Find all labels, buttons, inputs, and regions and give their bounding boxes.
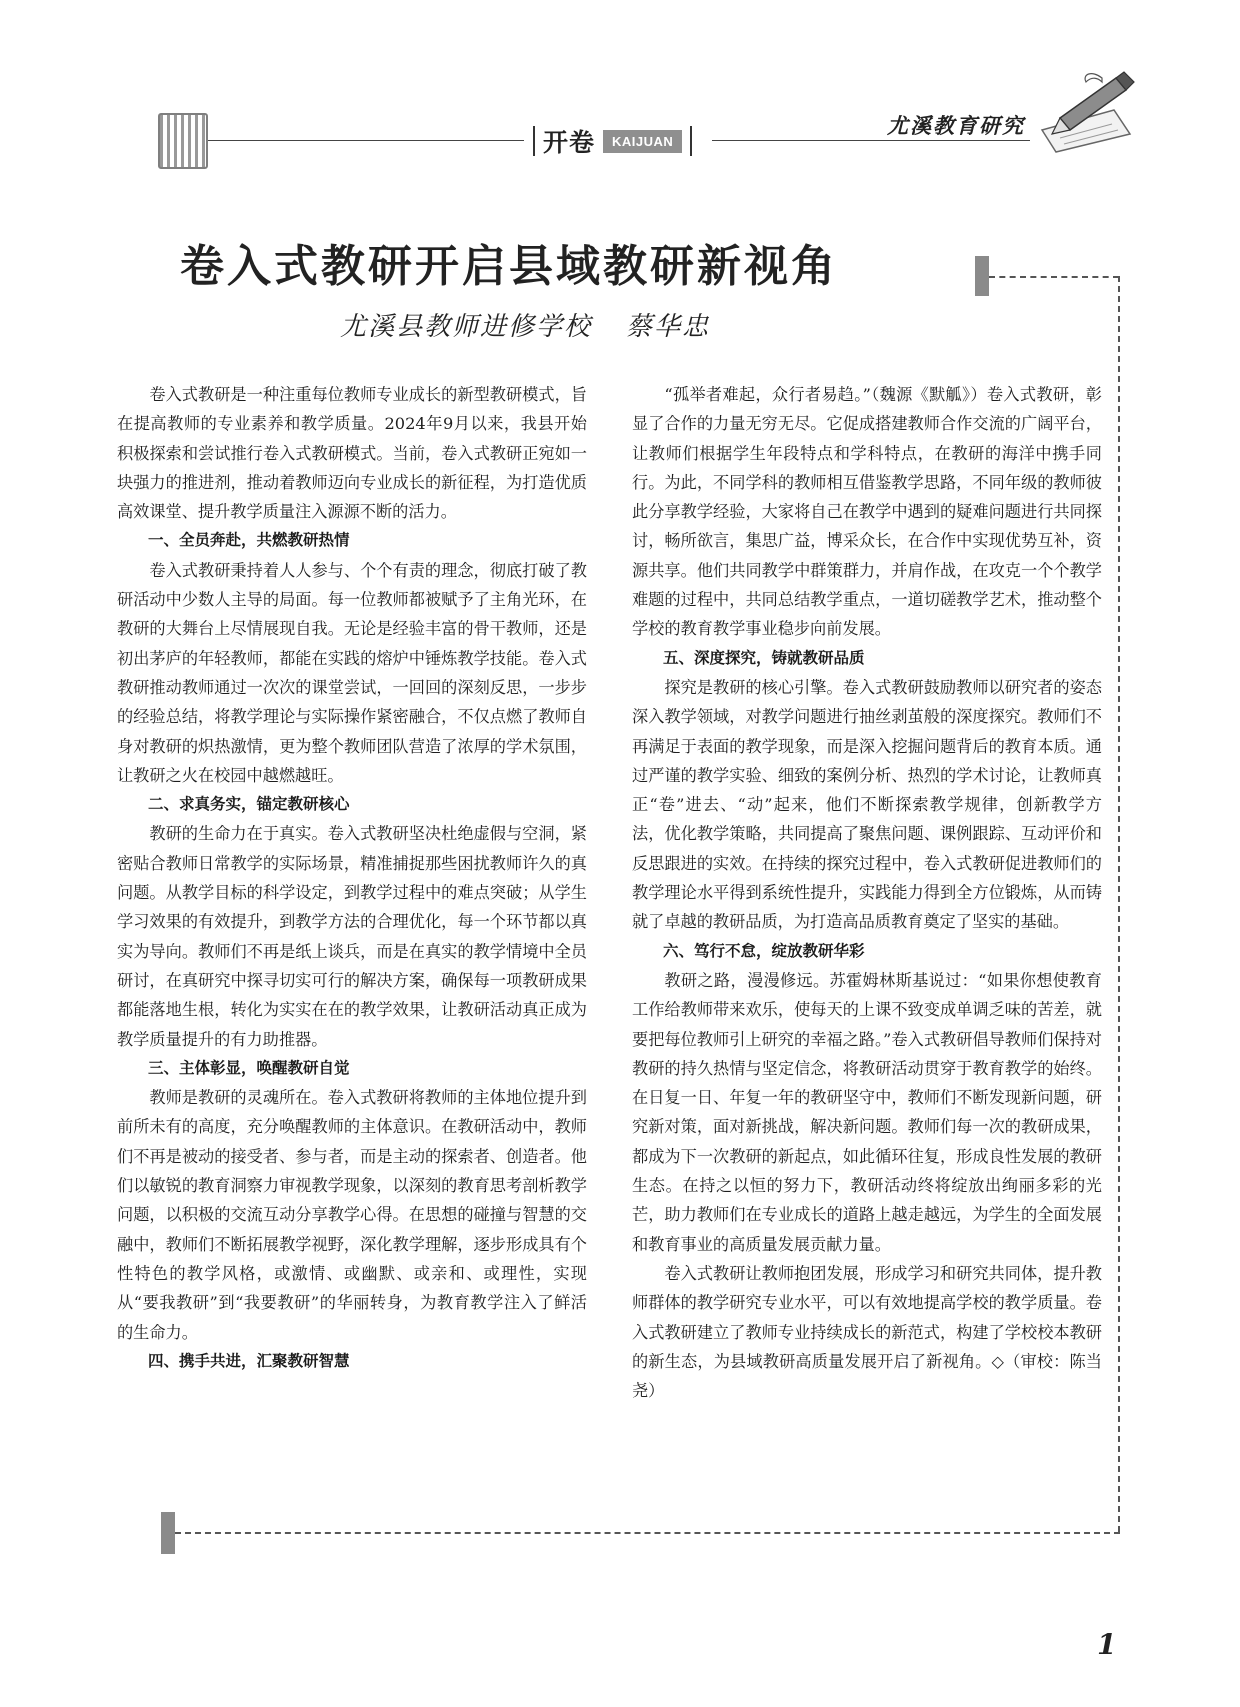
pencil-icon	[1030, 68, 1140, 158]
frame-marker-top	[975, 256, 989, 296]
journal-name: 尤溪教育研究	[887, 114, 1025, 138]
author-name: 蔡华忠	[626, 312, 711, 342]
author-affiliation: 尤溪县教师进修学校	[340, 312, 593, 342]
frame-dash-right	[1118, 276, 1120, 1532]
section-heading-5: 五、深度探究，铸就教研品质	[663, 648, 865, 667]
paragraph-intro: 卷入式教研是一种注重每位教师专业成长的新型教研模式，旨在提高教师的专业素养和教学质量。2024年9月以来，我县开始积极探索和尝试推行卷入式教研模式。当前，卷入式教研正宛如一块强力的推进剂，推动着教师迈向专业成长的新征程，为打造优质高效课堂、提升教学质量注入源源不断的活力。	[117, 385, 587, 522]
page-number: 1	[1097, 1628, 1117, 1661]
body-column-left	[117, 380, 587, 1376]
paragraph-conclusion: 卷入式教研让教师抱团发展，形成学习和研究共同体，提升教师群体的教学研究专业水平，可以有效地提高学校的教学质量。卷入式教研建立了教师专业持续成长的新范式，构建了学校校本教研的新生态，为县域教研高质量发展开启了新视角。◇（审校：陈当尧）	[632, 1263, 1102, 1401]
paragraph-3: 教师是教研的灵魂所在。卷入式教研将教师的主体地位提升到前所未有的高度，充分唤醒教师的主体意识。在教研活动中，教师们不再是被动的接受者、参与者，而是主动的探索者、创造者。他们以敏锐的教育洞察力审视教学现象，以深刻的教育思考剖析教学问题，以积极的交流互动分享教学心得。在思想的碰撞与智慧的交融中，教师们不断拓展教学视野，深化教学理解，逐步形成具有个性特色的教学风格，或激情、或幽默、或亲和、或理性，实现从“要我教研”到“我要教研”的华丽转身，为教育教学注入了鲜活的生命力。	[117, 1088, 587, 1342]
decorative-seal-logo	[158, 113, 208, 169]
frame-dash-bottom	[175, 1532, 1120, 1534]
author-line	[340, 306, 710, 343]
section-heading-2: 二、求真务实，锚定教研核心	[148, 795, 350, 814]
section-name: 开卷	[543, 128, 596, 157]
section-heading-4: 四、携手共进，汇聚教研智慧	[148, 1351, 350, 1370]
paragraph-1: 卷入式教研秉持着人人参与、个个有责的理念，彻底打破了教研活动中少数人主导的局面。每一位教师都被赋予了主角光环，在教研的大舞台上尽情展现自我。无论是经验丰富的骨干教师，还是初出茅庐的年轻教师，都能在实践的熔炉中锤炼教学技能。卷入式教研推动教师通过一次次的课堂尝试，一回回的深刻反思，一步步的经验总结，将教学理论与实际操作紧密融合，不仅点燃了教师自身对教研的炽热激情，更为整个教师团队营造了浓厚的学术氛围，让教研之火在校园中越燃越旺。	[117, 560, 587, 785]
section-heading-1: 一、全员奔赴，共燃教研热情	[148, 531, 350, 550]
article-title: 卷入式教研开启县域教研新视角	[180, 241, 838, 292]
frame-marker-bottom	[161, 1512, 175, 1554]
section-name-pinyin: KAIJUAN	[603, 130, 682, 153]
section-divider-left	[533, 126, 535, 156]
paragraph-6: 教研之路，漫漫修远。苏霍姆林斯基说过：“如果你想使教育工作给教师带来欢乐，使每天的上课不致变成单调乏味的苦差，就要把每位教师引上研究的幸福之路。”卷入式教研倡导教师们保持对教研的持久热情与坚定信念，将教研活动贯穿于教育教学的始终。在日复一日、年复一年的教研坚守中，教师们不断发现新问题，研究新对策，面对新挑战，解决新问题。教师们每一次的教研成果，都成为下一次教研的新起点，如此循环往复，形成良性发展的教研生态。在持之以恒的努力下，教研活动终将绽放出绚丽多彩的光芒，助力教师们在专业成长的道路上越走越远，为学生的全面发展和教育事业的高质量发展贡献力量。	[632, 970, 1102, 1254]
section-heading-6: 六、笃行不怠，绽放教研华彩	[663, 941, 865, 960]
header-rule-left	[208, 140, 524, 141]
section-label	[533, 124, 692, 158]
section-heading-3: 三、主体彰显，唤醒教研自觉	[148, 1058, 350, 1077]
paragraph-2: 教研的生命力在于真实。卷入式教研坚决杜绝虚假与空洞，紧密贴合教师日常教学的实际场景，精准捕捉那些困扰教师许久的真问题。从教学目标的科学设定，到教学过程中的难点突破；从学生学习效果的有效提升，到教学方法的合理优化，每一个环节都以真实为导向。教师们不再是纸上谈兵，而是在真实的教学情境中全员研讨，在真研究中探寻切实可行的解决方案，确保每一项教研成果都能落地生根，转化为实实在在的教学效果，让教研活动真正成为教学质量提升的有力助推器。	[117, 824, 587, 1049]
paragraph-4: “孤举者难起，众行者易趋。”（魏源《默觚》）卷入式教研，彰显了合作的力量无穷无尽。它促成搭建教师合作交流的广阔平台，让教师们根据学生年段特点和学科特点，在教研的海洋中携手同行。为此，不同学科的教师相互借鉴教学思路，不同年级的教师彼此分享教学经验，大家将自己在教学中遇到的疑难问题进行共同探讨，畅所欲言，集思广益，博采众长，在合作中实现优势互补，资源共享。他们共同教学中群策群力，并肩作战，在攻克一个个教学难题的过程中，共同总结教学重点，一道切磋教学艺术，推动整个学校的教育教学事业稳步向前发展。	[632, 385, 1102, 639]
body-column-right	[632, 380, 1102, 1405]
header-rule-right	[712, 140, 1030, 141]
section-divider-right	[690, 126, 692, 156]
paragraph-5: 探究是教研的核心引擎。卷入式教研鼓励教师以研究者的姿态深入教学领域，对教学问题进行抽丝剥茧般的深度探究。教师们不再满足于表面的教学现象，而是深入挖掘问题背后的教育本质。通过严谨的教学实验、细致的案例分析、热烈的学术讨论，让教师真正“卷”进去、“动”起来，他们不断探索教学规律，创新教学方法，优化教学策略，共同提高了聚焦问题、课例跟踪、互动评价和反思跟进的实效。在持续的探究过程中，卷入式教研促进教师们的教学理论水平得到系统性提升，实践能力得到全方位锻炼，从而铸就了卓越的教研品质，为打造高品质教育奠定了坚实的基础。	[632, 677, 1102, 932]
frame-dash-top	[989, 276, 1119, 278]
